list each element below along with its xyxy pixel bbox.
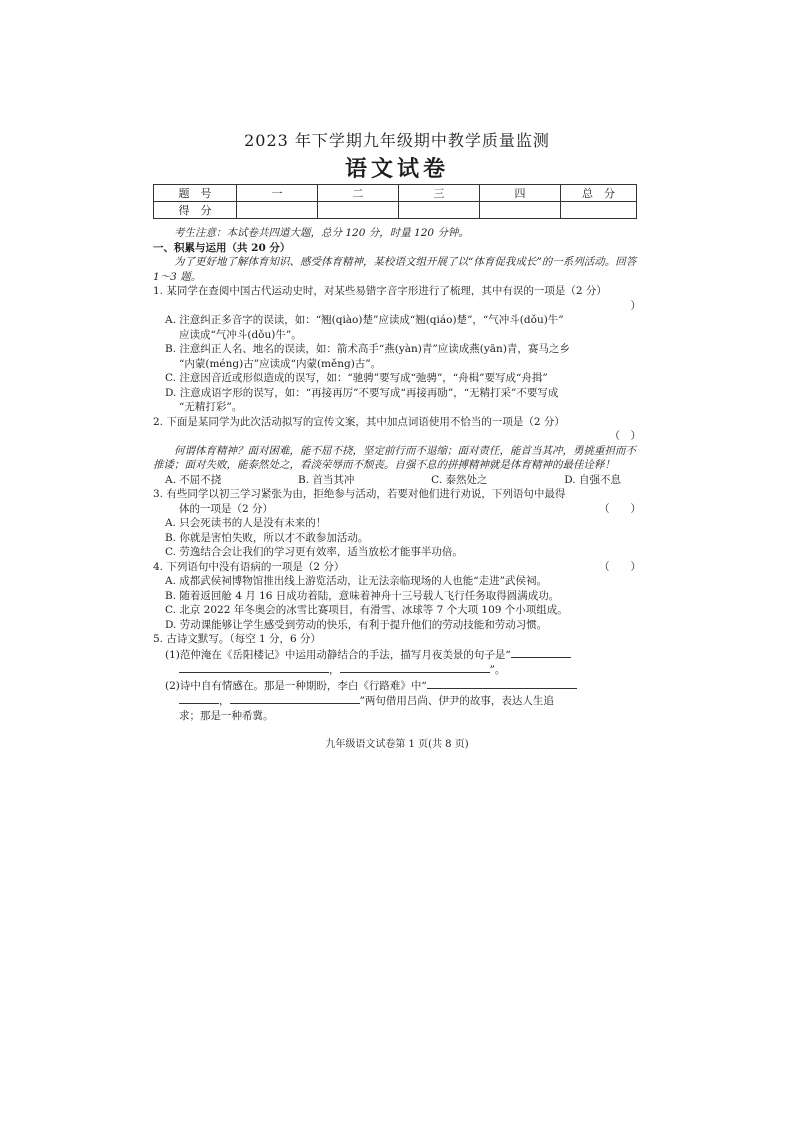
score-cell: 二 — [318, 185, 399, 202]
question-5-stem: 5. 古诗文默写。（每空 1 分，6 分） — [153, 633, 321, 645]
question-1-stem: 1. 某同学在查阅中国古代运动史时，对某些易错字音字形进行了梳理，其中有误的一项是（2 分） — [153, 285, 607, 297]
page-footer: 九年级语文试卷第 1 页(共 8 页) — [325, 739, 469, 750]
q2-choices — [153, 473, 641, 488]
answer-blank[interactable] — [340, 662, 490, 673]
exam-notice: 考生注意：本试卷共四道大题，总分 120 分，时量 120 分钟。 — [174, 227, 469, 239]
q1-option-a: A. 注意纠正多音字的误读，如：“翘(qiào)楚”应读成“翘(qiáo)楚”，“气冲斗(dǒu)牛” — [165, 314, 564, 326]
answer-blank[interactable] — [427, 678, 577, 689]
score-blank-cell[interactable] — [561, 202, 637, 219]
score-blank-cell[interactable] — [399, 202, 480, 219]
q5-part-1-cont: ， ”。 — [153, 662, 641, 678]
q4-option-c: C. 北京 2022 年冬奥会的冰雪比赛项目，有滑雪、冰球等 7 个大项 109 个小项组成。 — [165, 604, 568, 616]
q1-option-a-cont: 应读成“气冲斗(dǒu)牛”。 — [179, 328, 302, 341]
q5-part-1: (1)范仲淹在《岳阳楼记》中运用动静结合的手法，描写月夜美景的句子是“ — [153, 647, 641, 663]
answer-paren[interactable]: （ ） — [599, 560, 641, 573]
score-cell: 四 — [480, 185, 561, 202]
q2-choice-d: D. 自强不息 — [564, 473, 621, 486]
question-3-stem: 3. 有些同学以初三学习紧张为由，拒绝参与活动，若要对他们进行劝说，下列语句中最得 — [153, 488, 566, 500]
answer-blank[interactable] — [230, 693, 360, 704]
score-row-label: 得 分 — [154, 202, 237, 219]
score-cell: 题 号 — [154, 185, 237, 202]
q5-part-2-end: 求；那是一种希冀。 — [179, 709, 274, 722]
score-table-header-row — [154, 185, 637, 202]
answer-paren[interactable]: （ ） — [609, 430, 641, 442]
q4-option-b: B. 随着返回舱 4 月 16 日成功着陆，意味着神舟十三号载人飞行任务取得圆满成功。 — [165, 589, 560, 602]
q3-option-a: A. 只会死读书的人是没有未来的！ — [165, 517, 327, 529]
question-2-stem: 2. 下面是某同学为此次活动拟写的宣传文案，其中加点词语使用不恰当的一项是（2 分） — [153, 415, 565, 428]
exam-title: 2023 年下学期九年级期中教学质量监测 — [244, 131, 550, 150]
answer-blank[interactable] — [511, 647, 571, 658]
question-4-stem: 4. 下列语句中没有语病的一项是（2 分） （ ） — [153, 560, 641, 573]
q5-part-2: (2)诗中自有情感在。那是一种期盼，李白《行路难》中“ — [153, 678, 641, 694]
score-blank-cell[interactable] — [480, 202, 561, 219]
answer-blank[interactable] — [179, 662, 329, 673]
score-blank-cell[interactable] — [318, 202, 399, 219]
q2-passage: 何谓体育精神？面对困难，能不屈不挠，坚定前行而不退缩；面对责任，能首当其冲，勇挑重担而不推诿；面对失败，能泰然处之，看淡荣辱而不颓丧。自强不息的拼搏精神就是体育精神的最佳诠释！ — [153, 444, 636, 471]
q2-choice-b: B. 首当其冲 — [298, 473, 355, 486]
q3-option-b: B. 你就是害怕失败，所以才不敢参加活动。 — [165, 531, 369, 544]
exam-subtitle: 语文试卷 — [344, 156, 449, 182]
score-cell: 一 — [237, 185, 318, 202]
answer-paren[interactable]: （ ） — [599, 502, 641, 515]
q1-option-d: D. 注意成语字形的误写，如：“再接再厉”不要写成“再接再励”，“无精打采”不要写成 — [165, 386, 559, 399]
q1-option-c: C. 注意因音近或形似造成的误写，如：“驰骋”要写成“弛骋”，“舟楫”要写成“舟揖” — [165, 372, 548, 384]
exam-body — [153, 226, 641, 723]
q4-option-d: D. 劳动课能够让学生感受到劳动的快乐，有利于提升他们的劳动技能和劳动习惯。 — [165, 618, 548, 631]
question-3-stem-cont: 体的一项是（2 分） （ ） — [179, 502, 641, 515]
answer-paren[interactable]: ） — [630, 299, 641, 312]
score-table-score-row — [154, 202, 637, 219]
q1-option-b: B. 注意纠正人名、地名的误读，如：箭术高手“燕(yàn)青”应读成燕(yān)青，赛马之乡 — [165, 343, 570, 355]
section-intro: 为了更好地了解体育知识、感受体育精神，某校语文组开展了以“体育促我成长”的一系列活动。回答 1～3 题。 — [153, 256, 637, 283]
score-blank-cell[interactable] — [237, 202, 318, 219]
score-table — [153, 184, 637, 219]
score-cell: 三 — [399, 185, 480, 202]
q2-choice-c: C. 泰然处之 — [431, 473, 488, 486]
score-cell: 总 分 — [561, 185, 637, 202]
answer-blank[interactable] — [179, 693, 219, 704]
q3-option-c: C. 劳逸结合会让我们的学习更有效率，适当放松才能事半功倍。 — [165, 546, 463, 558]
q4-option-a: A. 成都武侯祠博物馆推出线上游览活动，让无法亲临现场的人也能“走进”武侯祠。 — [165, 575, 547, 587]
q2-choice-a: A. 不屈不挠 — [165, 473, 222, 486]
q1-option-b-cont: “内蒙(méng)古”应读成“内蒙(měng)古”。 — [179, 357, 382, 370]
q5-part-2-cont: ， ”两句借用吕尚、伊尹的故事，表达人生追 — [153, 693, 641, 709]
section-heading: 一、积累与运用（共 20 分） — [153, 241, 291, 254]
q1-option-d-cont: “无精打彩”。 — [179, 401, 243, 413]
